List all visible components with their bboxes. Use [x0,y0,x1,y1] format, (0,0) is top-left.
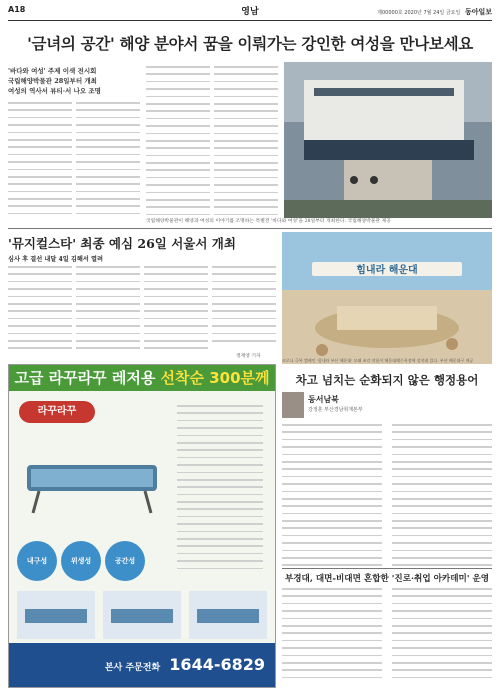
folding-bed-image [17,435,167,519]
paper-name: 동아일보 [464,8,492,16]
phone-label: 본사 주문전화 [104,663,161,673]
columnist-byline: 강정훈 부산경남취재본부 [308,407,363,413]
advertisement [8,364,276,688]
author-photo [282,392,304,418]
sign-text: 힘내라 해운대 [356,265,418,276]
beach-sand-art-photo [282,232,492,364]
brand-badge: 라꾸라꾸 [19,401,95,423]
article4-body-col2 [392,588,492,684]
article1-body-col3 [146,66,210,220]
ad-phone-bar [9,643,275,687]
article3-body-col2 [392,424,492,568]
bed-photos [17,591,267,639]
ad-headline: 고급 라꾸라꾸 레저용 선착순 300분께 [9,365,275,391]
article2-body-col4 [212,266,276,350]
article3-body-col1 [282,424,382,568]
article1-body-col1 [8,102,72,220]
museum-photo [284,62,492,218]
article1-body-col2 [76,102,140,220]
ad-detail-list [177,405,263,585]
article4-body-col1 [282,588,382,684]
article1-headline: '금녀의 공간' 해양 분야서 꿈을 이뤄가는 강인한 여성을 만나보세요 [27,34,473,53]
article1-deck: '바다와 여성' 주제 이색 전시회 국립해양박물관 28일부터 개최 여성의 역사서 뷰티·서 나오 조명 [8,67,101,95]
article2-byline: 정재영 기자 [236,354,261,359]
article2-body-col3 [144,266,208,358]
article3-headline: 차고 넘치는 순화되지 않은 행정용어 [295,373,479,387]
divider-2 [282,568,492,569]
photo1-caption: 국립해양박물관이 해양과 여성의 이야기를 조명하는 특별전 '바다와 여성'을 28일부터 개최한다. 국립해양박물관 제공 [146,219,391,224]
pill-durability: 내구성 [17,541,57,581]
divider [8,228,492,229]
article1-body-col4 [214,66,278,220]
phone-number: 1644-6829 [169,655,265,674]
pill-hygiene: 위생성 [61,541,101,581]
article2-headline: '뮤지컬스타' 최종 예심 26일 서울서 개최 [8,236,236,251]
article4-headline: 부경대, 대면-비대면 혼합한 '진로·취업 아카데미' 운영 [284,574,490,584]
ad-product-area [9,391,275,643]
columnist-box [282,392,492,420]
page-number: A18 [8,5,26,14]
page-header [8,4,492,21]
dateline: 제00000호 2020년 7월 24일 금요일 동아일보 [377,8,492,16]
article2-body-col2 [76,266,140,358]
article2-deck: 심사 후 결선 내달 4일 김해서 열려 [8,256,103,263]
column-title: 동서남북 [308,394,339,404]
article2-body-col1 [8,266,72,358]
photo2-caption: 코로나 극복 캠페인 '힘내라 부산 해운대' 모래 조각 작품이 해운대해수욕장에 설치돼 있다. 부산 해운대구 제공 [282,358,474,363]
pill-space: 공간성 [105,541,145,581]
section-title: 영남 [241,7,259,17]
